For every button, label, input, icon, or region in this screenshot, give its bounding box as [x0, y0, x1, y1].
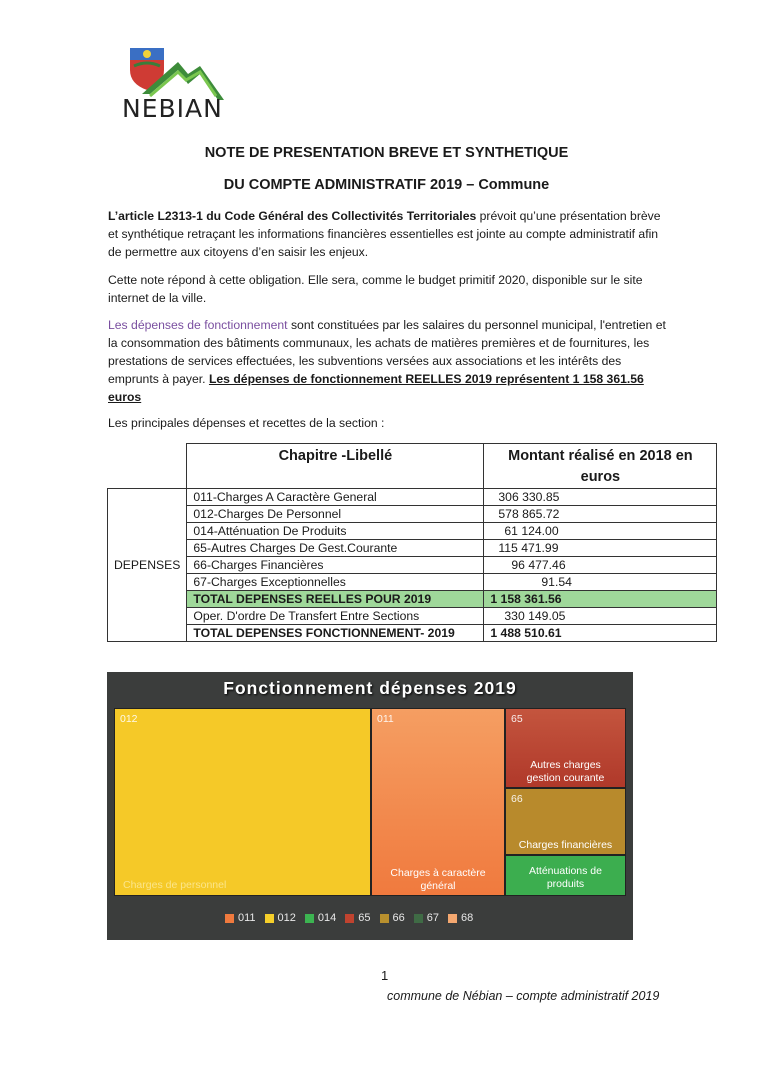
treemap-chart	[107, 672, 633, 940]
tile-label: Atténuations de produits	[529, 865, 602, 890]
legend-item	[345, 912, 370, 924]
legend-label: 011	[238, 912, 256, 924]
row-amount: 306 330.85	[484, 489, 717, 506]
tile-code: 66	[511, 793, 523, 805]
page-title-line1: NOTE DE PRESENTATION BREVE ET SYNTHETIQUE	[204, 145, 569, 161]
legend-item	[225, 912, 256, 924]
paragraph-obligation: Cette note répond à cette obligation. Elle sera, comme le budget primitif 2020, disponible sur le site internet de la ville.	[108, 273, 643, 305]
table-row-ordre	[108, 608, 717, 625]
legend-swatch	[414, 914, 423, 923]
depenses-highlight: Les dépenses de fonctionnement	[108, 318, 288, 332]
legend-item	[265, 912, 296, 924]
chart-legend	[225, 912, 473, 924]
depenses-text: sont constituées par les salaires du personnel municipal, l'entretien et la consommation des bâtiments communaux, les achats de matières premières et de fournitures, les prestations de services effectuées, les subventions versées aux associations et les intérêts des emprunts à payer.	[108, 318, 666, 386]
side-label-depenses: DEPENSES	[108, 489, 187, 642]
tile-label: Charges de personnel	[123, 879, 227, 891]
legend-swatch	[345, 914, 354, 923]
row-label: 66-Charges Financières	[187, 557, 484, 574]
table-row-total-reelles	[108, 591, 717, 608]
nebian-logo	[120, 44, 230, 126]
row-amount: 578 865.72	[484, 506, 717, 523]
table-row-total-fonctionnement	[108, 625, 717, 642]
row-amount: 91.54	[484, 574, 717, 591]
row-label: 014-Atténuation De Produits	[187, 523, 484, 540]
tile-011	[371, 708, 505, 896]
table-row	[108, 574, 717, 591]
total-fonctionnement-amount: 1 488 510.61	[484, 625, 717, 642]
header-chapitre: Chapitre -Libellé	[187, 444, 484, 489]
legend-label: 66	[392, 912, 405, 924]
tile-code: 012	[120, 713, 138, 725]
table-row	[108, 540, 717, 557]
tile-label: Autres charges gestion courante	[526, 759, 605, 784]
legend-swatch	[305, 914, 314, 923]
tile-66	[505, 788, 626, 855]
row-amount: 61 124.00	[484, 523, 717, 540]
page-footer: commune de Nébian – compte administratif 2019	[387, 989, 660, 1003]
article-reference: L’article L2313-1 du Code Général des Collectivités Territoriales	[108, 209, 477, 223]
table-row	[108, 523, 717, 540]
legend-label: 67	[426, 912, 440, 924]
legend-label: 65	[358, 912, 371, 924]
total-reelles-label: TOTAL DEPENSES REELLES POUR 2019	[187, 591, 484, 608]
depenses-table	[107, 443, 717, 642]
page-number: 1	[381, 968, 389, 983]
row-label: 65-Autres Charges De Gest.Courante	[187, 540, 484, 557]
row-label: 012-Charges De Personnel	[187, 506, 484, 523]
tile-label: Charges financières	[518, 839, 613, 851]
row-amount: 96 477.46	[484, 557, 717, 574]
legend-swatch	[225, 914, 234, 923]
ordre-label: Oper. D'ordre De Transfert Entre Sections	[187, 608, 484, 625]
tile-label: Charges à caractère général	[390, 867, 486, 892]
tile-012	[114, 708, 371, 896]
row-label: 67-Charges Exceptionnelles	[187, 574, 484, 591]
legend-swatch	[265, 914, 274, 923]
depenses-reelles-total: Les dépenses de fonctionnement REELLES 2019 représentent 1 158 361.56 euros	[108, 372, 644, 404]
legend-item	[305, 912, 336, 924]
legend-item	[414, 912, 439, 924]
article-text: prévoit qu’une présentation brève et synthétique retraçant les informations financières essentielles est jointe au compte administratif afin de permettre aux citoyens d’en saisir les enjeux.	[108, 209, 661, 259]
page-title-line2: DU COMPTE ADMINISTRATIF 2019 – Commune	[223, 177, 550, 193]
legend-item	[380, 912, 405, 924]
tile-014	[505, 855, 626, 896]
tile-65	[505, 708, 626, 788]
table-row	[108, 506, 717, 523]
paragraph-depenses	[108, 316, 668, 406]
tile-code: 65	[511, 713, 523, 725]
paragraph-intro-table: Les principales dépenses et recettes de la section :	[108, 416, 385, 430]
legend-item	[448, 912, 473, 924]
table-row	[108, 489, 717, 506]
row-amount: 115 471.99	[484, 540, 717, 557]
legend-swatch	[380, 914, 389, 923]
total-fonctionnement-label: TOTAL DEPENSES FONCTIONNEMENT- 2019	[187, 625, 484, 642]
chart-title: Fonctionnement dépenses 2019	[223, 678, 517, 698]
row-label: 011-Charges A Caractère General	[187, 489, 484, 506]
legend-label: 014	[317, 912, 337, 924]
paragraph-article	[108, 207, 668, 261]
legend-label: 68	[461, 912, 474, 924]
legend-swatch	[448, 914, 457, 923]
legend-label: 012	[277, 912, 296, 924]
tile-code: 011	[377, 713, 394, 725]
table-row	[108, 557, 717, 574]
ordre-amount: 330 149.05	[484, 608, 717, 625]
total-reelles-amount: 1 158 361.56	[484, 591, 717, 608]
logo-text: NEBIAN	[122, 94, 223, 123]
header-montant: Montant réalisé en 2018 en euros	[484, 444, 717, 489]
